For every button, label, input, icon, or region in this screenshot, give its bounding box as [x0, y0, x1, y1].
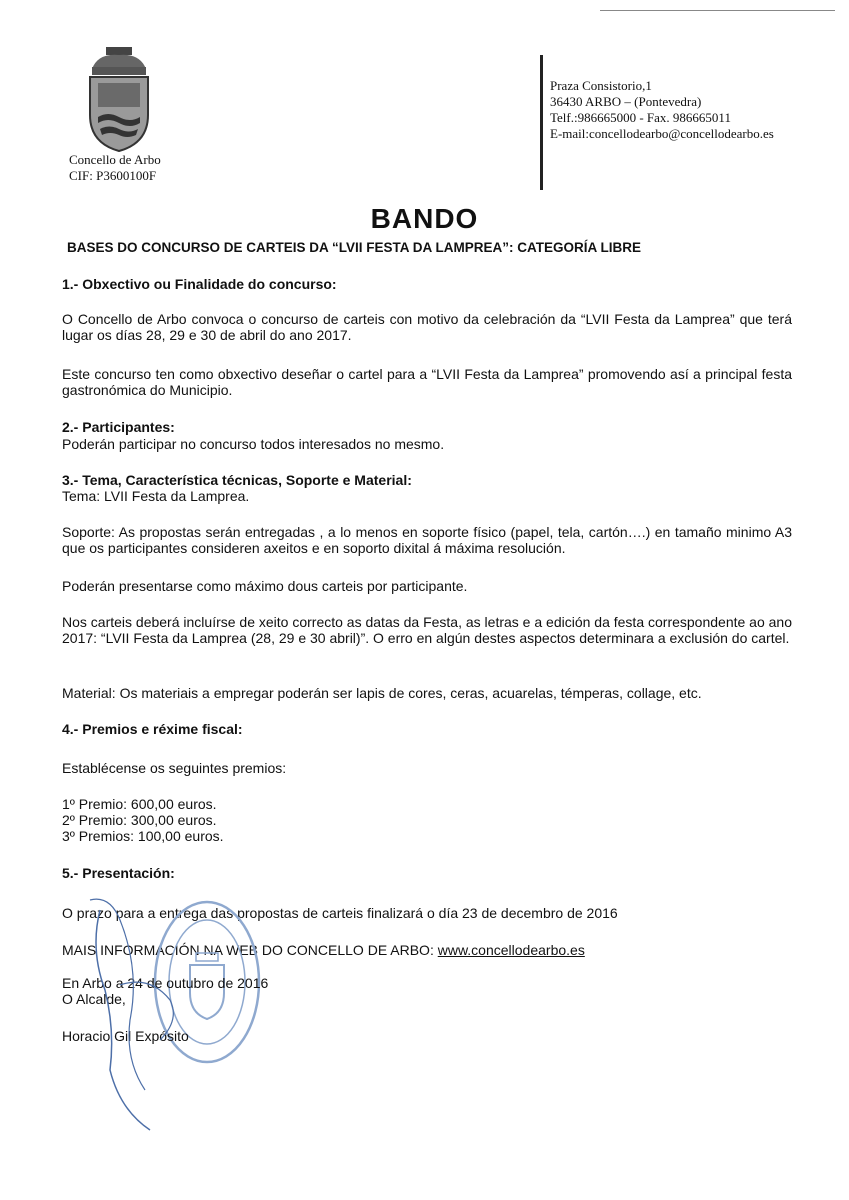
- top-edge-line: [600, 10, 835, 11]
- section-1-paragraph: O Concello de Arbo convoca o concurso de carteis con motivo da celebración da “LVII Festa da Lamprea” que terá lugar os días 28, 29 e 30 de abril do ano 2017.: [62, 311, 792, 343]
- prize-item: 2º Premio: 300,00 euros.: [62, 812, 217, 828]
- organization-name: Concello de Arbo: [69, 152, 161, 167]
- more-info-text: MAIS INFORMACIÓN NA WEB DO CONCELLO DE ARBO:: [62, 942, 438, 958]
- section-3-datas: Nos carteis deberá incluírse de xeito correcto as datas da Festa, as letras e a edición da festa correspondente ao ano 2017: “LVII Festa da Lamprea (28, 29 e 30 abril)”. O erro en algún destes aspectos determinara a exclusión do cartel.: [62, 614, 792, 646]
- section-3-soporte: Soporte: As propostas serán entregadas , a lo menos en soporte físico (papel, tela, cartón….) en tamaño minimo A3 que os participantes consideren axeitos e en soporto dixital á máxima resolución.: [62, 524, 792, 556]
- address-line: E-mail:concellodearbo@concellodearbo.es: [550, 126, 774, 141]
- document-subtitle: BASES DO CONCURSO DE CARTEIS DA “LVII FESTA DA LAMPREA”: CATEGORÍA LIBRE: [67, 240, 642, 255]
- organization-block: [69, 152, 161, 184]
- address-line: Praza Consistorio,1: [550, 78, 652, 93]
- address-block: [550, 78, 774, 142]
- section-5-heading: 5.- Presentación:: [62, 865, 175, 881]
- section-4-heading: 4.- Premios e réxime fiscal:: [62, 721, 243, 737]
- section-1-paragraph: Este concurso ten como obxectivo deseñar o cartel para a “LVII Festa da Lamprea” promovendo así a principal festa gastronómica do Municipio.: [62, 366, 792, 398]
- section-3-heading: 3.- Tema, Característica técnicas, Soporte e Material:: [62, 472, 412, 488]
- section-3-max: Poderán presentarse como máximo dous carteis por participante.: [62, 578, 468, 594]
- section-2-heading: 2.- Participantes:: [62, 419, 175, 435]
- section-5-paragraph: O prazo para a entrega das propostas de carteis finalizará o día 23 de decembro de 2016: [62, 905, 618, 921]
- prize-list: [62, 796, 792, 844]
- section-2-paragraph: Poderán participar no concurso todos interesados no mesmo.: [62, 436, 445, 452]
- coat-of-arms-icon: [78, 45, 160, 155]
- section-1-heading: 1.- Obxectivo ou Finalidade do concurso:: [62, 276, 337, 292]
- prize-item: 1º Premio: 600,00 euros.: [62, 796, 217, 812]
- section-3-material: Material: Os materiais a empregar poderán ser lapis de cores, ceras, acuarelas, témperas, collage, etc.: [62, 685, 702, 701]
- prize-item: 3º Premios: 100,00 euros.: [62, 828, 224, 844]
- address-line: 36430 ARBO – (Pontevedra): [550, 94, 702, 109]
- header-divider: [540, 55, 543, 190]
- document-title: BANDO: [370, 203, 479, 234]
- handwritten-signature-icon: [60, 890, 290, 1140]
- section-4-intro: Establécense os seguintes premios:: [62, 760, 287, 776]
- closing-place-date: En Arbo a 24 de outubro de 2016: [62, 975, 269, 991]
- closing-role: O Alcalde,: [62, 991, 126, 1007]
- organization-cif: CIF: P3600100F: [69, 168, 157, 183]
- signatory-name: Horacio Gil Expósito: [62, 1028, 189, 1044]
- website-link[interactable]: www.concellodearbo.es: [437, 942, 585, 958]
- address-line: Telf.:986665000 - Fax. 986665011: [550, 110, 731, 125]
- section-3-tema: Tema: LVII Festa da Lamprea.: [62, 488, 250, 504]
